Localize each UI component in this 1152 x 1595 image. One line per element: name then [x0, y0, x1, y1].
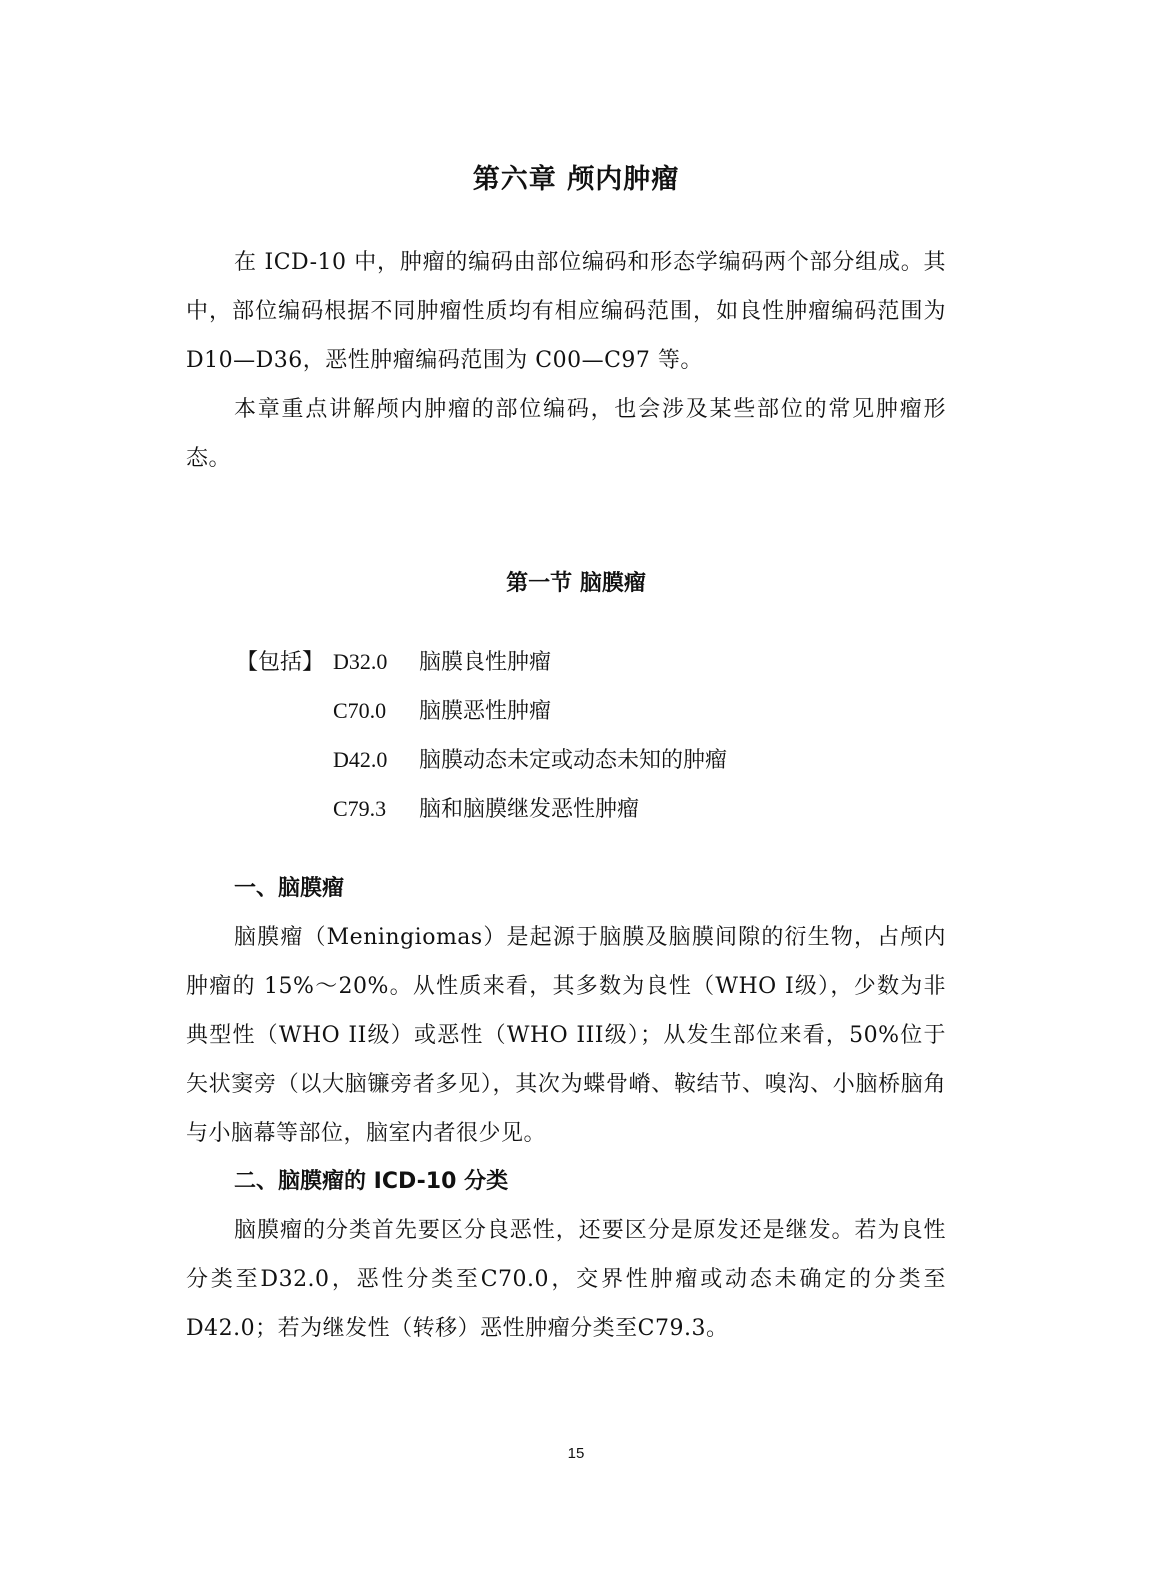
icd-description: 脑和脑膜继发恶性肿瘤	[419, 797, 640, 822]
icd-code: C70.0	[333, 698, 387, 723]
section-title: 第一节 脑膜瘤	[506, 571, 646, 596]
icd-description: 脑膜动态未定或动态未知的肿瘤	[419, 748, 728, 773]
subsection-heading-2: 二、脑膜瘤的 ICD-10 分类	[234, 1169, 509, 1194]
chapter-title: 第六章 颅内肿瘤	[472, 164, 680, 195]
icd-code: D32.0	[333, 649, 388, 674]
includes-row	[236, 784, 936, 833]
icd-description: 脑膜恶性肿瘤	[419, 699, 552, 724]
subsection-heading-1: 一、脑膜瘤	[234, 876, 345, 901]
subsection-paragraph-2: 脑膜瘤的分类首先要区分良恶性，还要区分是原发还是继发。若为良性分类至D32.0，恶性分类至C70.0，交界性肿瘤或动态未确定的分类至D42.0；若为继发性（转移）恶性肿瘤分类至C79.3。	[186, 1218, 946, 1341]
icd-code: C79.3	[333, 796, 387, 821]
includes-row	[236, 686, 936, 735]
icd-code: D42.0	[333, 747, 388, 772]
intro-paragraph-1: 在 ICD-10 中，肿瘤的编码由部位编码和形态学编码两个部分组成。其中，部位编码根据不同肿瘤性质均有相应编码范围，如良性肿瘤编码范围为 D10—D36，恶性肿瘤编码范围为 C00—C97 等。	[186, 250, 946, 373]
includes-label: 【包括】	[236, 650, 325, 675]
icd-description: 脑膜良性肿瘤	[419, 650, 552, 675]
includes-row	[236, 735, 936, 784]
includes-row	[236, 637, 936, 686]
subsection-paragraph-1: 脑膜瘤（Meningiomas）是起源于脑膜及脑膜间隙的衍生物，占颅内肿瘤的 15%～20%。从性质来看，其多数为良性（WHO I级），少数为非典型性（WHO II级）或恶性（WHO III级）；从发生部位来看，50%位于矢状窦旁（以大脑镰旁者多见），其次为蝶骨嵴、鞍结节、嗅沟、小脑桥脑角与小脑幕等部位，脑室内者很少见。	[186, 925, 946, 1146]
page-number: 15	[567, 1445, 585, 1462]
intro-paragraph-2: 本章重点讲解颅内肿瘤的部位编码，也会涉及某些部位的常见肿瘤形态。	[186, 397, 946, 471]
includes-list	[236, 637, 936, 833]
